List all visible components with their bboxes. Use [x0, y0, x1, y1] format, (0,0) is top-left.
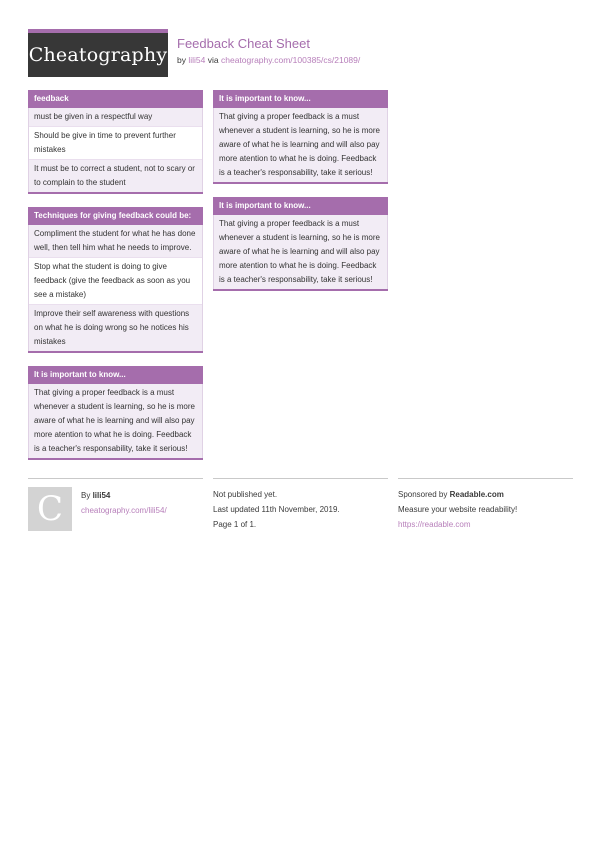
- card-title: It is important to know...: [213, 197, 388, 215]
- card-techniques: [28, 207, 203, 353]
- card-row: That giving a proper feedback is a must whenever a student is learning, so he is more aware of what he is learning and will also pay more atention to what he is doing. Feedback is a teacher's responsability, take it serious!: [214, 215, 387, 289]
- card-body: [28, 384, 203, 458]
- card-body: [213, 215, 388, 289]
- sponsor-prefix: Sponsored by: [398, 490, 448, 499]
- card-row: Stop what the student is doing to give feedback (give the feedback as soon as you see a mistake): [29, 258, 202, 305]
- card-important-to-know-3: [213, 197, 388, 291]
- page-title: Feedback Cheat Sheet: [177, 36, 310, 51]
- footer-author-section: [28, 478, 203, 532]
- sheet-content: [28, 90, 573, 478]
- card-row: Should be give in time to prevent further mistakes: [29, 127, 202, 160]
- card-row: Compliment the student for what he has done well, then tell him what he needs to improve.: [29, 225, 202, 258]
- sponsor-tagline: Measure your website readability!: [398, 505, 518, 514]
- footer: [28, 478, 573, 532]
- byline-prefix: by: [177, 55, 186, 65]
- author-link[interactable]: lili54: [188, 55, 206, 65]
- page-count: Page 1 of 1.: [213, 520, 257, 529]
- footer-author-prefix: By: [81, 491, 91, 500]
- card-important-to-know-2: [213, 90, 388, 184]
- card-feedback: [28, 90, 203, 194]
- cheatography-c-icon: [28, 487, 72, 531]
- title-block: [177, 29, 360, 65]
- card-body: [28, 108, 203, 192]
- sheet-url-link[interactable]: cheatography.com/100385/cs/21089/: [221, 55, 361, 65]
- c-icon-letter: C: [36, 489, 63, 529]
- card-row: That giving a proper feedback is a must whenever a student is learning, so he is more aware of what he is learning and will also pay more atention to what he is doing. Feedback is a teacher's responsability, take it serious!: [214, 108, 387, 182]
- sponsor-url-link[interactable]: https://readable.com: [398, 520, 471, 529]
- card-row: must be given in a respectful way: [29, 108, 202, 127]
- footer-author-name: lili54: [92, 491, 111, 500]
- cheatography-logo-text: Cheatography: [28, 44, 168, 66]
- footer-sponsor: [398, 478, 573, 532]
- sponsor-name: Readable.com: [449, 490, 504, 499]
- sponsor-line: [398, 487, 573, 502]
- column-1: [28, 90, 203, 478]
- card-row: Improve their self awareness with questions on what he is doing wrong so he notices his mistakes: [29, 305, 202, 351]
- card-title: It is important to know...: [213, 90, 388, 108]
- footer-publish-info: [213, 478, 388, 532]
- publish-status: Not published yet.: [213, 490, 278, 499]
- card-important-to-know-1: [28, 366, 203, 460]
- column-2: [213, 90, 388, 478]
- cheatography-logo[interactable]: [28, 29, 168, 77]
- column-3: [398, 90, 573, 478]
- byline-via: via: [207, 55, 219, 65]
- card-title: feedback: [28, 90, 203, 108]
- card-title: Techniques for giving feedback could be:: [28, 207, 203, 225]
- card-row: It must be to correct a student, not to scary or to complain to the student: [29, 160, 202, 192]
- card-body: [28, 225, 203, 351]
- footer-author-row: [28, 487, 203, 531]
- footer-author-line: [81, 488, 167, 503]
- footer-author-profile-link[interactable]: cheatography.com/lili54/: [81, 506, 167, 515]
- card-title: It is important to know...: [28, 366, 203, 384]
- card-body: [213, 108, 388, 182]
- footer-author-text: [81, 487, 167, 518]
- byline: [177, 55, 360, 65]
- header: [28, 29, 573, 77]
- last-updated: Last updated 11th November, 2019.: [213, 505, 340, 514]
- card-row: That giving a proper feedback is a must whenever a student is learning, so he is more aware of what he is learning and will also pay more atention to what he is doing. Feedback is a teacher's responsability, take it serious!: [29, 384, 202, 458]
